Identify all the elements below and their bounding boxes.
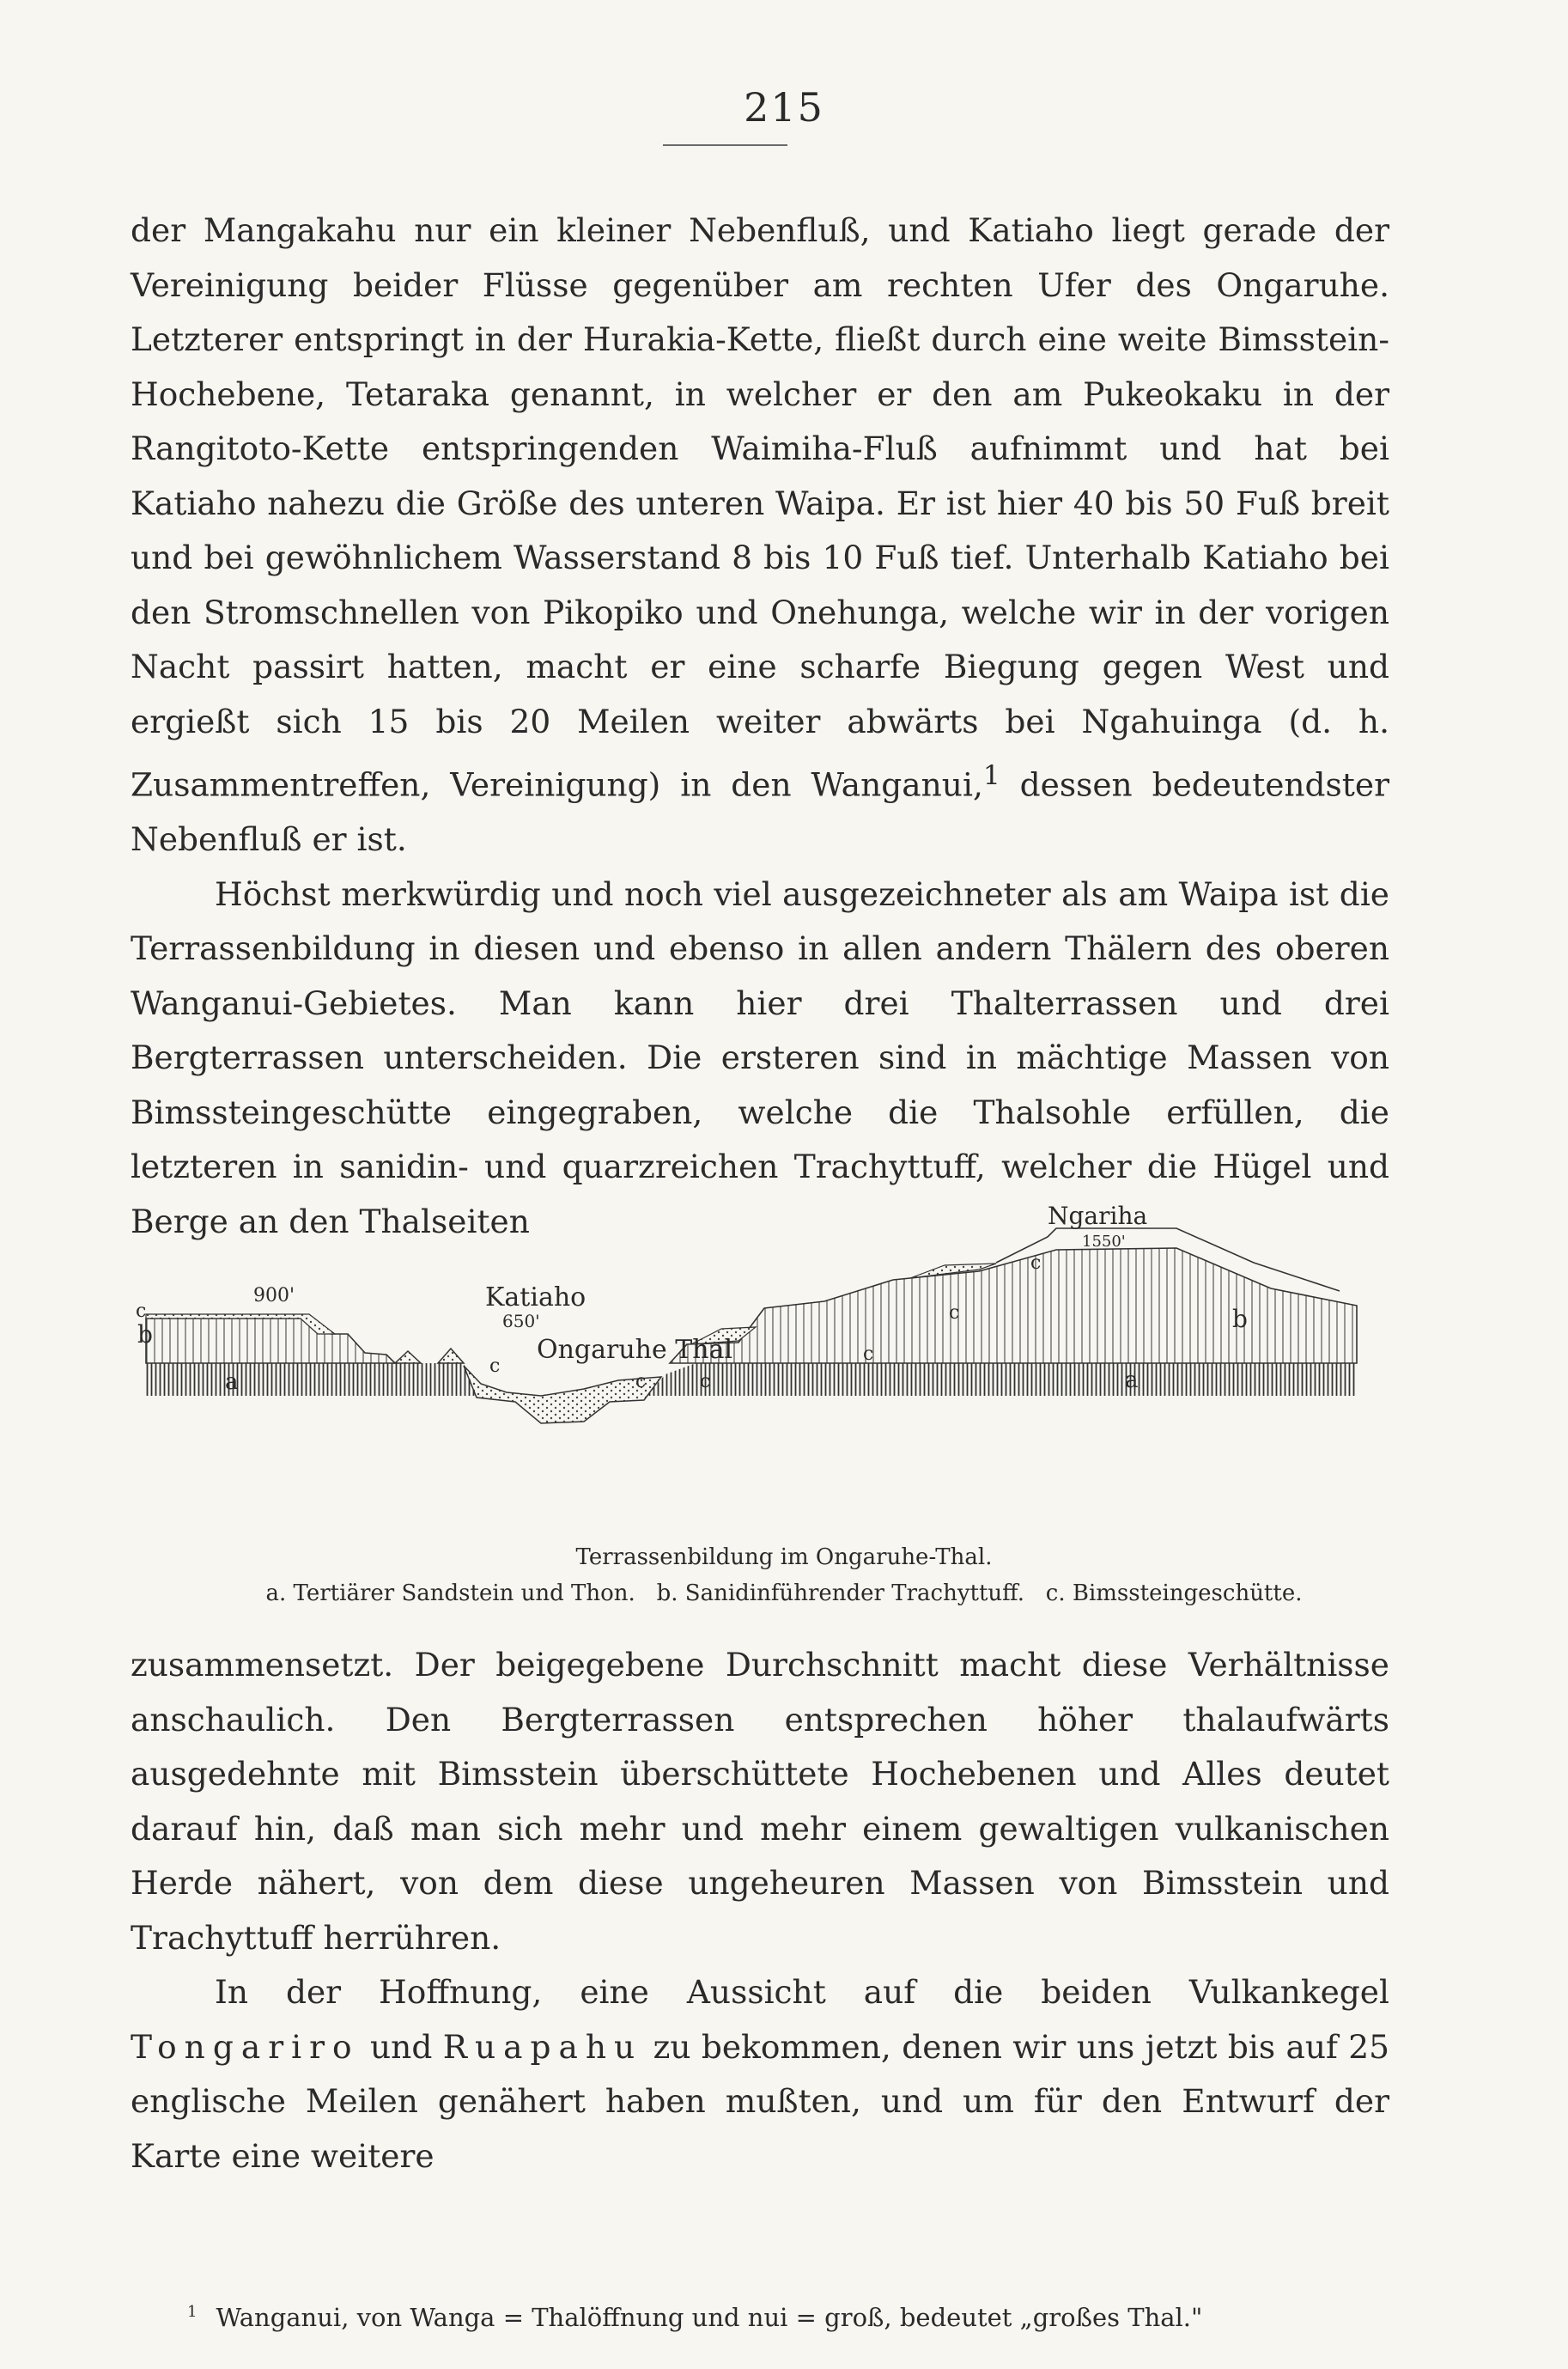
spaced-name-ruapahu: Ruapahu — [442, 2027, 643, 2066]
label-katiaho: Katiaho — [485, 1282, 586, 1312]
terrace-cross-section-figure — [137, 1190, 1365, 1490]
paragraph-text: der Mangakahu nur ein kleiner Nebenfluß, und Katiaho liegt gerade der Vereinigung beider Flüsse gegenüber am rechten Ufer des Ongaruhe. Letzterer entspringt in der Hurakia-Kette, fließt durch eine weite Bimsstein-Hochebene, Tetaraka genannt, in welcher er den am Pukeokaku in der Rangitoto-Kette entspringenden Waimiha-Fluß aufnimmt und hat bei Katiaho nahezu die Größe des unteren Waipa. Er ist hier 40 bis 50 Fuß breit und bei gewöhnlichem Wasserstand 8 bis 10 Fuß tief. Unterhalb Katiaho bei den Stromschnellen von Pikopiko und Onehunga, welche wir in der vorigen Nacht passirt hatten, macht er eine scharfe Biegung gegen West und ergießt sich 15 bis 20 Meilen weiter abwärts bei Ngahuinga (d. h. Zusammentreffen, Vereinigung) in den Wanganui, — [131, 211, 1389, 804]
label-a-left: a — [225, 1369, 239, 1395]
page-number: 215 — [744, 84, 824, 131]
label-katiaho-height: 650' — [502, 1311, 540, 1331]
paragraph-text: Höchst merkwürdig und noch viel ausgezeichneter als am Waipa ist die Terrassenbildung in diesen und ebenso in allen andern Thälern des oberen Wanganui-Gebietes. Man kann hier drei Thalterrassen und drei Bergterrassen unterscheiden. Die ersteren sind in mächtige Massen von Bimssteingeschütte eingegraben, welche die Thalsohle erfüllen, die letzteren in sanidin- und quarzreichen Trachyttuff, welcher die Hügel und Berge an den Thalseiten — [131, 874, 1389, 1240]
left-small-hills — [395, 1349, 464, 1363]
paragraph — [131, 1638, 1389, 1965]
figure-caption-title: Terrassenbildung im Ongaruhe-Thal. — [575, 1544, 993, 1570]
label-c-valley-right: c — [700, 1371, 711, 1392]
paragraph-text: In der Hoffnung, eine Aussicht auf die beiden Vulkankegel — [215, 1973, 1389, 2011]
label-c-valley-left: c — [635, 1371, 647, 1392]
layer-a-sandstone — [146, 1363, 1357, 1396]
spaced-name-tongariro: Tongariro — [131, 2027, 360, 2066]
label-c-left: c — [136, 1300, 147, 1322]
paragraph — [131, 204, 1389, 868]
paragraph-text-end: zu bekommen, denen wir uns jetzt bis auf 25 englische Meilen genähert haben mußten, und um für den Entwurf der Karte eine weitere — [131, 2027, 1389, 2175]
footnote-marker: 1 — [187, 2303, 198, 2322]
header-rule — [663, 144, 787, 146]
paragraph-text-mid: und — [359, 2027, 443, 2066]
label-c-right-mid: c — [949, 1302, 960, 1324]
label-c-mid-left: c — [489, 1355, 501, 1377]
label-ngariha-height: 1550' — [1082, 1233, 1126, 1251]
label-valley: Ongaruhe Thal — [537, 1335, 733, 1365]
paragraph-text-continued: dessen bedeutendster Nebenfluß er ist. — [131, 765, 1389, 858]
paragraph-text: zusammensetzt. Der beigegebene Durchschnitt macht diese Verhältnisse anschaulich. Den Bergterrassen entsprechen höher thalaufwärts ausgedehnte mit Bimsstein überschüttete Hochebenen und Alles deutet darauf hin, daß man sich mehr und mehr einem gewaltigen vulkanischen Herde nähert, von dem diese ungeheuren Massen von Bimsstein und Trachyttuff herrühren. — [131, 1646, 1389, 1957]
label-b-left: b — [137, 1320, 153, 1349]
footnote-text: Wanganui, von Wanga = Thalöffnung und nui = groß, bedeutet „großes Thal." — [216, 2303, 1203, 2332]
body-text-top — [131, 204, 1389, 1249]
label-ngariha: Ngariha — [1048, 1202, 1148, 1230]
paragraph — [131, 1965, 1389, 2183]
label-c-right-high: c — [1030, 1252, 1042, 1274]
footnote — [187, 2303, 1202, 2332]
label-a-right: a — [1125, 1367, 1139, 1393]
right-terrace-tuff — [670, 1248, 1357, 1363]
label-b-right: b — [1232, 1305, 1248, 1333]
body-text-bottom — [131, 1638, 1389, 2183]
label-c-right-low: c — [863, 1343, 874, 1365]
figure-caption-legend: a. Tertiärer Sandstein und Thon. b. Sanidinführender Trachyttuff. c. Bimssteingeschütte. — [265, 1580, 1303, 1606]
left-terrace-tuff — [146, 1318, 395, 1363]
label-900: 900' — [253, 1285, 295, 1306]
footnote-reference: 1 — [982, 760, 1000, 791]
